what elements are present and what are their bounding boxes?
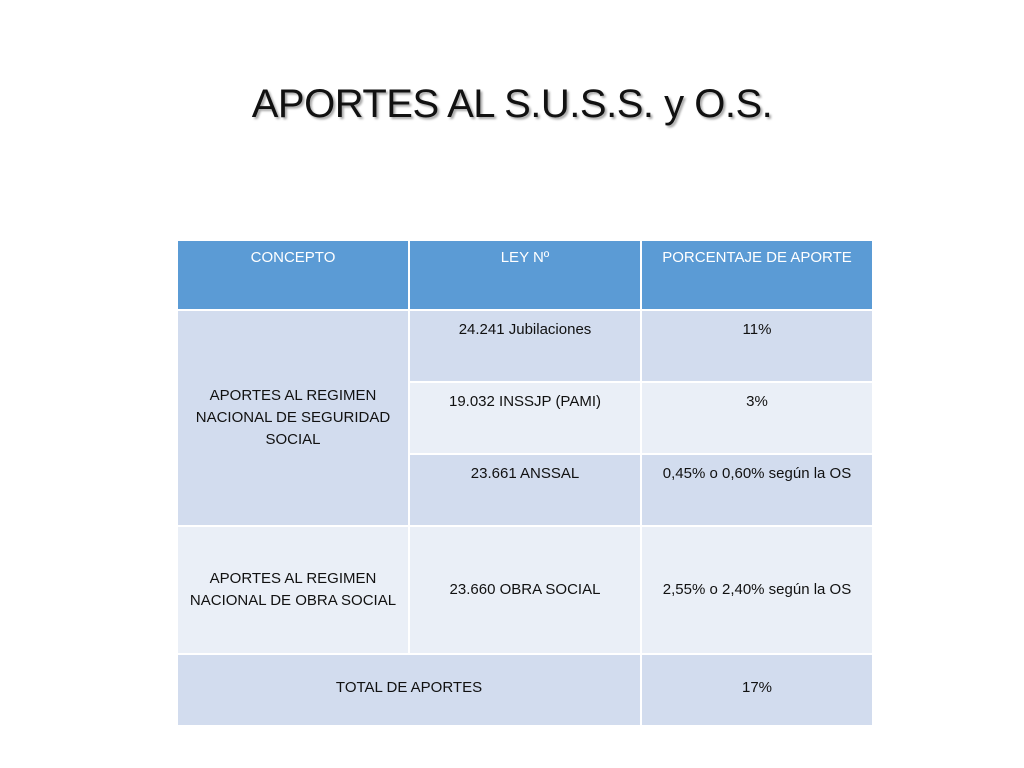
- total-label: TOTAL DE APORTES: [177, 654, 641, 726]
- porcentaje-cell: 0,45% o 0,60% según la OS: [641, 454, 873, 526]
- porcentaje-cell: 2,55% o 2,40% según la OS: [641, 526, 873, 654]
- ley-cell: 19.032 INSSJP (PAMI): [409, 382, 641, 454]
- total-row: [177, 654, 873, 726]
- table-row: [177, 526, 873, 654]
- header-concepto: CONCEPTO: [177, 240, 409, 310]
- porcentaje-cell: 11%: [641, 310, 873, 382]
- header-row: [177, 240, 873, 310]
- concept-obra-social: APORTES AL REGIMEN NACIONAL DE OBRA SOCIAL: [177, 526, 409, 654]
- table-row: [177, 310, 873, 382]
- ley-cell: 24.241 Jubilaciones: [409, 310, 641, 382]
- aportes-table: [176, 239, 874, 727]
- ley-cell: 23.660 OBRA SOCIAL: [409, 526, 641, 654]
- concept-seguridad-social: APORTES AL REGIMEN NACIONAL DE SEGURIDAD SOCIAL: [177, 310, 409, 526]
- header-ley: LEY Nº: [409, 240, 641, 310]
- header-porcentaje: PORCENTAJE DE APORTE: [641, 240, 873, 310]
- porcentaje-cell: 3%: [641, 382, 873, 454]
- total-value: 17%: [641, 654, 873, 726]
- slide-title: APORTES AL S.U.S.S. y O.S.: [251, 82, 773, 126]
- ley-cell: 23.661 ANSSAL: [409, 454, 641, 526]
